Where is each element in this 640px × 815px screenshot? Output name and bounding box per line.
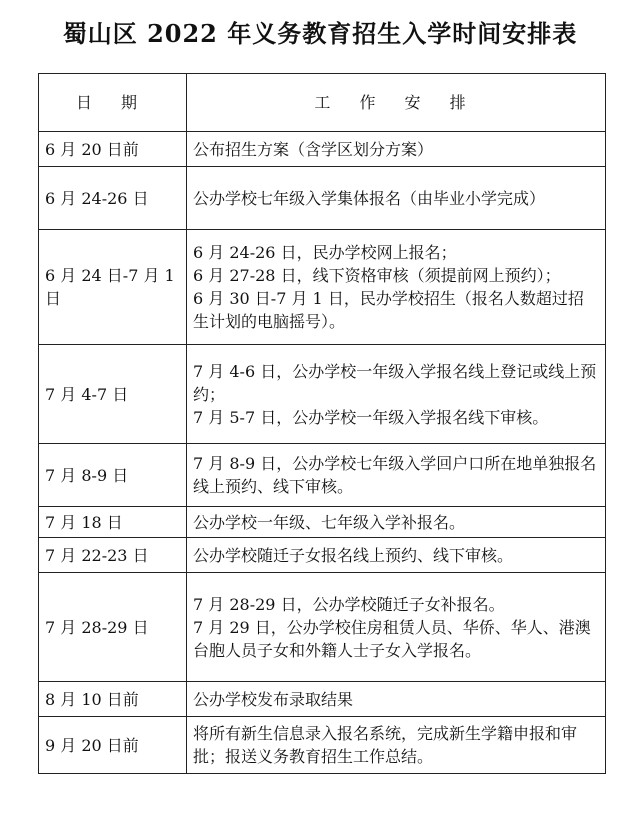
work-line: 6 月 24-26 日，民办学校网上报名； — [193, 243, 457, 262]
table-row — [39, 345, 606, 444]
row-date: 8 月 10 日前 — [39, 682, 187, 717]
work-line: 6 月 30 日-7 月 1 日，民办学校招生（报名人数超过招生计划的电脑摇号）。 — [193, 289, 584, 331]
row-date: 6 月 24 日-7 月 1 日 — [39, 230, 187, 345]
row-work — [187, 444, 606, 507]
table-row — [39, 682, 606, 717]
work-line: 公办学校一年级、七年级入学补报名。 — [193, 512, 466, 532]
row-date: 7 月 8-9 日 — [39, 444, 187, 507]
row-work — [187, 573, 606, 682]
table-row — [39, 573, 606, 682]
table-row — [39, 507, 606, 538]
row-work — [187, 538, 606, 573]
table-header-row — [39, 74, 606, 132]
row-date: 6 月 24-26 日 — [39, 167, 187, 230]
row-date: 7 月 28-29 日 — [39, 573, 187, 682]
table-row — [39, 444, 606, 507]
row-date: 7 月 4-7 日 — [39, 345, 187, 444]
row-work — [187, 507, 606, 538]
table-row — [39, 230, 606, 345]
row-work — [187, 717, 606, 774]
work-line: 将所有新生信息录入报名系统，完成新生学籍申报和审批；报送义务教育招生工作总结。 — [193, 724, 578, 766]
row-work — [187, 230, 606, 345]
header-date: 日 期 — [39, 74, 187, 132]
work-line: 公布招生方案（含学区划分方案） — [193, 139, 434, 159]
page-title: 蜀山区 2022 年义务教育招生入学时间安排表 — [62, 19, 578, 48]
work-line: 7 月 29 日，公办学校住房租赁人员、华侨、华人、港澳台胞人员子女和外籍人士子女入学报名。 — [193, 617, 591, 660]
work-line: 公办学校随迁子女报名线上预约、线下审核。 — [193, 545, 514, 565]
row-work — [187, 682, 606, 717]
row-date: 6 月 20 日前 — [39, 132, 187, 167]
work-line: 6 月 27-28 日，线下资格审核（须提前网上预约）； — [193, 266, 561, 285]
work-line: 7 月 28-29 日，公办学校随迁子女补报名。 — [193, 594, 505, 614]
row-work — [187, 167, 606, 230]
work-line: 7 月 8-9 日，公办学校七年级入学回户口所在地单独报名线上预约、线下审核。 — [193, 454, 597, 496]
row-work — [187, 132, 606, 167]
row-date: 7 月 18 日 — [39, 507, 187, 538]
work-line: 7 月 5-7 日，公办学校一年级入学报名线下审核。 — [193, 407, 549, 427]
header-work: 工 作 安 排 — [187, 74, 606, 132]
row-work — [187, 345, 606, 444]
table-row — [39, 538, 606, 573]
work-line: 7 月 4-6 日，公办学校一年级入学报名线上登记或线上预约； — [193, 361, 597, 404]
table-row — [39, 717, 606, 774]
work-line: 公办学校发布录取结果 — [193, 689, 354, 709]
table-row — [39, 167, 606, 230]
work-line: 公办学校七年级入学集体报名（由毕业小学完成） — [193, 188, 546, 208]
row-date: 9 月 20 日前 — [39, 717, 187, 774]
row-date: 7 月 22-23 日 — [39, 538, 187, 573]
schedule-table — [38, 73, 606, 774]
table-row — [39, 132, 606, 167]
